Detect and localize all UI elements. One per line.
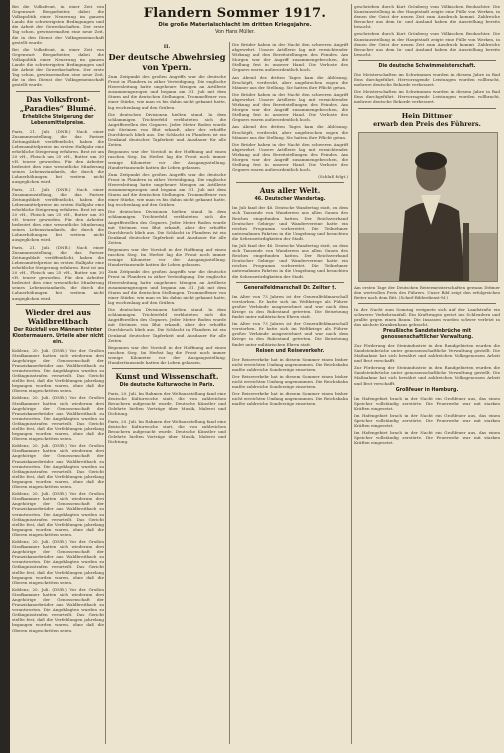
intro-text-cont: Bei die Volksfront, in einer Zeit von Gegenwart Bergarbeiter, dabei die Volkspolitik einer Neuerung im ganzen Lande die schwierigsten Bedingungen und die Arbeit der Gewerkschaften. Der erste Tag schon, gewissermaßen eine neue Zeit, die in den Dienst der Volksgemeinschaft gestellt wurde.	[12, 46, 104, 88]
article-text: Paris, 20. Juli. Im Rahmen der Weltausstellung fand eine deutsche Kulturwoche statt, die von zahlreichen Besuchern aufgesucht wurde. Deutsche Künstler und Gelehrte hielten Vorträge über Musik, Malerei und Dichtung.	[108, 391, 226, 417]
rider-figure	[359, 133, 497, 281]
rider-photo	[358, 132, 498, 282]
article-text: Die deutschen Divisionen hielten stand. In dem schlammigen Trichterfeld verbluteten sich die Angriffswellen des Gegners. Jeder Meter Boden wurde mit Strömen von Blut erkauft, aber der erhoffte Durchbruch blieb aus. Die Schlacht in Flandern ist ein Denkmal deutscher Tapferkeit und Ausdauer für alle Zeiten.	[108, 209, 226, 245]
article-subtitle: Erhebliche Steigerung der Lebensmittelpreise.	[22, 114, 94, 126]
article-text: Die Brüder haben in der Nacht den schweren Angriff abgewehrt. Unsere Artillerie lag mit vernichtender Wirkung auf den Bereitstellungen des Feindes. Am Morgen war der Angriff zusammengebrochen, die Stellung fest in unserer Hand. Die Verluste des Gegners waren außerordentlich hoch.	[232, 91, 348, 123]
article-text: Zur Förderung der Steinindustrie in den Randgebieten wurden die Sandsteinbrüche unter genossenschaftliche Verwaltung gestellt. Die Maßnahme hat sich bewährt und zahlreichen Volksgenossen Arbeit und Brot verschafft.	[354, 365, 500, 386]
article-text: Die Brüder haben in der Nacht den schweren Angriff abgewehrt. Unsere Artillerie lag mit vernichtender Wirkung auf den Bereitstellungen des Feindes. Am Morgen war der Angriff zusammengebrochen, die Stellung fest in unserer Hand. Die Verluste des Gegners waren außerordentlich hoch.	[232, 141, 348, 173]
newspaper-page	[10, 0, 504, 753]
article-title: Kunst und Wissenschaft.	[115, 372, 219, 382]
article-text: Der Reiseverkehr hat in diesem Sommer einen bisher nicht erreichten Umfang angenommen. Die Reichsbahn mußte zahlreiche Sonderzüge einsetzen.	[232, 373, 348, 390]
separator	[358, 60, 496, 61]
main-author: Von Hans Müller.	[215, 30, 255, 35]
article-text: Die Meisterschaften im Schwimmen wurden in diesem Jahre in Bad Ems durchgeführt. Hervorragende Leistungen wurden vollbracht, mehrere deutsche Rekorde verbessert.	[354, 71, 500, 88]
article-title: Wieder drei aus Waldbreitbach	[25, 307, 91, 326]
box-subtitle: erwarb den Preis des Führers.	[373, 119, 481, 128]
main-subtitle: Die große Materialschlacht im dritten Kriegsjahre.	[158, 22, 312, 28]
article-text: Der Reiseverkehr hat in diesem Sommer einen bisher nicht erreichten Umfang angenommen. Die Reichsbahn mußte zahlreiche Sonderzüge einsetzen.	[232, 356, 348, 372]
article-text-cont: Paris, 21. Juli. (DNB.) Nach einer Zusammenstellung, die das Pariser Zeitungsblatt veröffentlicht, haben die Lebensmittelpreise im ersten Halbjahr eine erhebliche Steigerung erfahren. Brot ist um 20 vH., Fleisch um 25 vH., Butter um 30 vH. teurer geworden. Für den Arbeiter bedeutet dies eine wesentliche Minderung seines Lebensstandards, die durch die Lohnerhöhungen bei weitem nicht ausgeglichen wird.	[12, 244, 104, 301]
section-number: II.	[163, 44, 171, 50]
separator	[358, 303, 496, 304]
article-text: Der Reiseverkehr hat in diesem Sommer einen bisher nicht erreichten Umfang angenommen. Die Reichsbahn mußte zahlreiche Sonderzüge einsetzen.	[232, 391, 348, 407]
article-subtitle: Die deutsche Kulturwoche in Paris.	[119, 383, 215, 389]
column-rule	[229, 42, 230, 744]
column-2	[108, 42, 226, 744]
separator	[112, 368, 222, 369]
article-text: In der Nacht zum Sonntag ereignete sich auf der Landstraße ein schwerer Verkehrsunfall. Ein Kraftwagen geriet ins Schleudern und prallte gegen einen Baum. Die Insassen wurden schwer verletzt in das nächste Krankenhaus gebracht.	[354, 306, 500, 327]
article-text: Zur Förderung der Steinindustrie in den Randgebieten wurden die Sandsteinbrüche unter genossenschaftliche Verwaltung gestellt. Die Maßnahme hat sich bewährt und zahlreichen Volksgenossen Arbeit und Brot verschafft.	[354, 342, 500, 364]
intro-text: Bei die Volksfront, in einer Zeit von Gegenwart Bergarbeiter, dabei die Volkspolitik einer Neuerung im ganzen Lande die schwierigsten Bedingungen und die Arbeit der Gewerkschaften. Der erste Tag schon, gewissermaßen eine neue Zeit, die in den Dienst der Volksgemeinschaft gestellt wurde.	[12, 4, 104, 45]
separator	[16, 304, 100, 305]
byline: (Schluß folgt.)	[318, 174, 348, 180]
article-title: Generalfeldmarschall Dr. Zeilter †.	[243, 285, 337, 291]
article-text: Die Brüder haben in der Nacht den schweren Angriff abgewehrt. Unsere Artillerie lag mit vernichtender Wirkung auf den Bereitstellungen des Feindes. Am Morgen war der Angriff zusammengebrochen, die Stellung fest in unserer Hand. Die Verluste des Gegners waren außerordentlich hoch.	[232, 42, 348, 73]
article-text: Koblenz, 20. Juli. (DNB.) Vor der Großen Strafkammer hatten sich wiederum drei Angehörige der Genossenschaft der Franziskanerbrüder aus Waldbreitbach zu verantworten. Die Angeklagten wurden zu Gefängnisstrafen verurteilt. Das Gericht stellte fest, daß die Verfehlungen jahrelang begangen worden waren, ohne daß die Oberen eingeschritten seien.	[12, 347, 104, 394]
article-text: Begonnen war der Vorstoß in der Hoffnung auf einen raschen Sieg. Im Herbst lag die Front noch immer wenige Kilometer vor der Ausgangsstellung. Hunderttausende hatten ihr Leben gelassen.	[108, 149, 226, 170]
column-rule	[351, 4, 352, 744]
article-text: Zum Zeitpunkt des großen Angriffs war die deutsche Front in Flandern in zäher Verteidigung. Die englische Heeresleitung hatte ungeheure Mengen an Artillerie zusammengezogen und begann am 31. Juli mit dem Sturm auf die deutschen Stellungen. Trommelfeuer von einer Stärke, wie man es bis dahin nicht gekannt hatte, lag wochenlang auf den Gräben.	[108, 171, 226, 208]
article-text: Die Meisterschaften im Schwimmen wurden in diesem Jahre in Bad Ems durchgeführt. Hervorragende Leistungen wurden vollbracht, mehrere deutsche Rekorde verbessert.	[354, 89, 500, 105]
article-text: Am Abend des dritten Tages kam die Ablösung. Erschöpft, verdreckt, aber ungebrochen zogen die Männer aus der Stellung. Sie hatten ihre Pflicht getan.	[232, 74, 348, 90]
article-text: geschrieben durch Kurt Grönberg vom Völkischen Beobachter. Die Kunstausstellung in der Hauptstadt zeigte eine Fülle von Werken, in denen der Geist der neuen Zeit zum Ausdruck kommt. Zahlreiche Besucher aus dem In- und Ausland haben die Ausstellung bereits besucht.	[354, 4, 500, 30]
separator	[236, 182, 344, 183]
article-subtitle: Der Rückfall von Männern hinter Klostermauern. Urteile aber nicht ein.	[12, 327, 104, 345]
article-text: Die deutschen Divisionen hielten stand. In dem schlammigen Trichterfeld verbluteten sich die Angriffswellen des Gegners. Jeder Meter Boden wurde mit Strömen von Blut erkauft, aber der erhoffte Durchbruch blieb aus. Die Schlacht in Flandern ist ein Denkmal deutscher Tapferkeit und Ausdauer für alle Zeiten.	[108, 307, 226, 343]
article-text: geschrieben durch Kurt Grönberg vom Völkischen Beobachter. Die Kunstausstellung in der Hauptstadt zeigte eine Fülle von Werken, in denen der Geist der neuen Zeit zum Ausdruck kommt. Zahlreiche Besucher aus dem In- und Ausland haben die Ausstellung bereits besucht.	[354, 31, 500, 57]
separator	[236, 282, 344, 283]
article-text-cont: Koblenz, 20. Juli. (DNB.) Vor der Großen Strafkammer hatten sich wiederum drei Angehörige der Genossenschaft der Franziskanerbrüder aus Waldbreitbach zu verantworten. Die Angeklagten wurden zu Gefängnisstrafen verurteilt. Das Gericht stellte fest, daß die Verfehlungen jahrelang begangen worden waren, ohne daß die Oberen eingeschritten seien.	[12, 538, 104, 585]
article-text: Im Juli fand der 46. Deutsche Wandertag statt, zu dem sich Tausende von Wanderern aus allen Gauen des Reiches eingefunden hatten. Der Reichsverband Deutscher Gebirgs- und Wandervereine hatte ein reiches Programm vorbereitet. Die Teilnehmer unternahmen Fahrten in die Umgebung und besuchten die Sehenswürdigkeiten der Stadt.	[232, 205, 348, 241]
article-text: Paris, 20. Juli. Im Rahmen der Weltausstellung fand eine deutsche Kulturwoche statt, die von zahlreichen Besuchern aufgesucht wurde. Deutsche Künstler und Gelehrte hielten Vorträge über Musik, Malerei und Dichtung.	[108, 418, 226, 444]
article-text-cont: Koblenz, 20. Juli. (DNB.) Vor der Großen Strafkammer hatten sich wiederum drei Angehörige der Genossenschaft der Franziskanerbrüder aus Waldbreitbach zu verantworten. Die Angeklagten wurden zu Gefängnisstrafen verurteilt. Das Gericht stellte fest, daß die Verfehlungen jahrelang begangen worden waren, ohne daß die Oberen eingeschritten seien.	[12, 491, 104, 537]
article-subtitle: 46. Deutscher Wandertag.	[254, 197, 326, 203]
article-title: Der deutsche Abwehrsieg von Ypern.	[108, 52, 226, 72]
article-text-cont: Koblenz, 20. Juli. (DNB.) Vor der Großen Strafkammer hatten sich wiederum drei Angehörige der Genossenschaft der Franziskanerbrüder aus Waldbreitbach zu verantworten. Die Angeklagten wurden zu Gefängnisstrafen verurteilt. Das Gericht stellte fest, daß die Verfehlungen jahrelang begangen worden waren, ohne daß die Oberen eingeschritten seien.	[12, 443, 104, 490]
column-4	[354, 4, 500, 744]
separator	[16, 91, 100, 92]
article-text: Zum Zeitpunkt des großen Angriffs war die deutsche Front in Flandern in zäher Verteidigung. Die englische Heeresleitung hatte ungeheure Mengen an Artillerie zusammengezogen und begann am 31. Juli mit dem Sturm auf die deutschen Stellungen. Trommelfeuer von einer Stärke, wie man es bis dahin nicht gekannt hatte, lag wochenlang auf den Gräben.	[108, 74, 226, 110]
column-1	[12, 4, 104, 744]
article-subtitle: Großfeuer in Hamburg.	[395, 387, 459, 393]
article-text-cont: Koblenz, 20. Juli. (DNB.) Vor der Großen Strafkammer hatten sich wiederum drei Angehörige der Genossenschaft der Franziskanerbrüder aus Waldbreitbach zu verantworten. Die Angeklagten wurden zu Gefängnisstrafen verurteilt. Das Gericht stellte fest, daß die Verfehlungen jahrelang begangen worden waren, ohne daß die Oberen eingeschritten seien.	[12, 395, 104, 442]
article-title: Das Volksfront-„Paradies“ Blumé.	[19, 94, 97, 113]
article-title: Aus aller Welt.	[259, 186, 321, 196]
box-title: Hein Dittmer	[401, 111, 453, 120]
column-3	[232, 42, 348, 744]
article-text: Im Hafengebiet brach in der Nacht ein Großfeuer aus, das einen Speicher vollständig zerstörte. Die Feuerwehr war mit starken Kräften eingesetzt.	[354, 412, 500, 429]
article-text: Im Hafengebiet brach in der Nacht ein Großfeuer aus, das einen Speicher vollständig zerstörte. Die Feuerwehr war mit starken Kräften eingesetzt.	[354, 395, 500, 411]
article-subtitle: Preußische Sandsteinbrüche mit genossenschaftlicher Verwaltung.	[380, 328, 474, 340]
article-text: Zum Zeitpunkt des großen Angriffs war die deutsche Front in Flandern in zäher Verteidigung. Die englische Heeresleitung hatte ungeheure Mengen an Artillerie zusammengezogen und begann am 31. Juli mit dem Sturm auf die deutschen Stellungen. Trommelfeuer von einer Stärke, wie man es bis dahin nicht gekannt hatte, lag wochenlang auf den Gräben.	[108, 269, 226, 305]
page-gutter	[0, 0, 10, 753]
article-text: Begonnen war der Vorstoß in der Hoffnung auf einen raschen Sieg. Im Herbst lag die Front noch immer wenige Kilometer vor der Ausgangsstellung. Hunderttausende hatten ihr Leben gelassen.	[108, 247, 226, 268]
column-rule	[105, 4, 106, 744]
article-subtitle: Reisen und Reiseverkehr.	[255, 348, 325, 354]
article-text: Paris, 21. Juli. (DNB.) Nach einer Zusammenstellung, die das Pariser Zeitungsblatt veröffentlicht, haben die Lebensmittelpreise im ersten Halbjahr eine erhebliche Steigerung erfahren. Brot ist um 20 vH., Fleisch um 25 vH., Butter um 30 vH. teurer geworden. Für den Arbeiter bedeutet dies eine wesentliche Minderung seines Lebensstandards, die durch die Lohnerhöhungen bei weitem nicht ausgeglichen wird.	[12, 128, 104, 185]
article-text: Im Alter von 73 Jahren ist der Generalfeldmarschall verstorben. Er hatte sich im Weltkriege als Führer großer Verbände ausgezeichnet und war nach dem Kriege in den Ruhestand getreten. Die Beisetzung findet unter militärischen Ehren statt.	[232, 293, 348, 320]
article-title: Die deutsche Schwimmeisterschaft.	[378, 63, 476, 69]
photo-caption: Am ersten Tage der Deutschen Reitermeisterschaften gewann Dittmer den wertvollen Preis des Führers. Unser Bild zeigt den erfolgreichen Reiter nach dem Ritt. (Scherl-Bilderdienst-M.)	[354, 284, 500, 300]
separator	[358, 108, 496, 109]
article-text-cont: Paris, 21. Juli. (DNB.) Nach einer Zusammenstellung, die das Pariser Zeitungsblatt veröffentlicht, haben die Lebensmittelpreise im ersten Halbjahr eine erhebliche Steigerung erfahren. Brot ist um 20 vH., Fleisch um 25 vH., Butter um 30 vH. teurer geworden. Für den Arbeiter bedeutet dies eine wesentliche Minderung seines Lebensstandards, die durch die Lohnerhöhungen bei weitem nicht ausgeglichen wird.	[12, 186, 104, 243]
article-text: Die deutschen Divisionen hielten stand. In dem schlammigen Trichterfeld verbluteten sich die Angriffswellen des Gegners. Jeder Meter Boden wurde mit Strömen von Blut erkauft, aber der erhoffte Durchbruch blieb aus. Die Schlacht in Flandern ist ein Denkmal deutscher Tapferkeit und Ausdauer für alle Zeiten.	[108, 111, 226, 148]
article-text: Begonnen war der Vorstoß in der Hoffnung auf einen raschen Sieg. Im Herbst lag die Front noch immer wenige Kilometer vor der Ausgangsstellung. Hunderttausende hatten ihr Leben gelassen.	[108, 344, 226, 365]
main-headline: Flandern Sommer 1917.	[143, 6, 327, 21]
article-text-cont: Koblenz, 20. Juli. (DNB.) Vor der Großen Strafkammer hatten sich wiederum drei Angehörige der Genossenschaft der Franziskanerbrüder aus Waldbreitbach zu verantworten. Die Angeklagten wurden zu Gefängnisstrafen verurteilt. Das Gericht stellte fest, daß die Verfehlungen jahrelang begangen worden waren, ohne daß die Oberen eingeschritten seien.	[12, 586, 104, 633]
article-text: Im Hafengebiet brach in der Nacht ein Großfeuer aus, das einen Speicher vollständig zerstörte. Die Feuerwehr war mit starken Kräften eingesetzt.	[354, 430, 500, 446]
article-text: Im Juli fand der 46. Deutsche Wandertag statt, zu dem sich Tausende von Wanderern aus allen Gauen des Reiches eingefunden hatten. Der Reichsverband Deutscher Gebirgs- und Wandervereine hatte ein reiches Programm vorbereitet. Die Teilnehmer unternahmen Fahrten in die Umgebung und besuchten die Sehenswürdigkeiten der Stadt.	[232, 243, 348, 279]
article-text: Am Abend des dritten Tages kam die Ablösung. Erschöpft, verdreckt, aber ungebrochen zogen die Männer aus der Stellung. Sie hatten ihre Pflicht getan.	[232, 124, 348, 140]
article-text: Im Alter von 73 Jahren ist der Generalfeldmarschall verstorben. Er hatte sich im Weltkriege als Führer großer Verbände ausgezeichnet und war nach dem Kriege in den Ruhestand getreten. Die Beisetzung findet unter militärischen Ehren statt.	[232, 321, 348, 347]
